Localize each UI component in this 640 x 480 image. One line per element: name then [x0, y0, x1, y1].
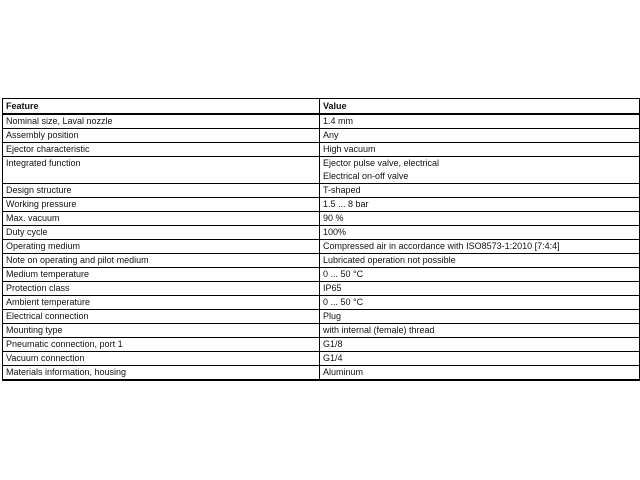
table-row — [3, 212, 640, 226]
value-line: Compressed air in accordance with ISO8573-1:2010 [7:4:4] — [323, 241, 560, 251]
table-row — [3, 240, 640, 254]
table-row — [3, 282, 640, 296]
value-line: 1.4 mm — [323, 116, 354, 126]
table-row — [3, 157, 640, 184]
value-cell — [320, 143, 640, 157]
feature-cell: Electrical connection — [3, 310, 320, 324]
value-cell — [320, 352, 640, 366]
feature-cell: Note on operating and pilot medium — [3, 254, 320, 268]
value-cell — [320, 282, 640, 296]
column-header-feature: Feature — [3, 99, 320, 115]
value-line: Electrical on-off valve — [323, 171, 409, 181]
table-row — [3, 324, 640, 338]
value-cell — [320, 212, 640, 226]
feature-cell: Operating medium — [3, 240, 320, 254]
table-row — [3, 338, 640, 352]
feature-cell: Vacuum connection — [3, 352, 320, 366]
value-cell — [320, 310, 640, 324]
value-cell — [320, 184, 640, 198]
table-row — [3, 226, 640, 240]
table-row — [3, 143, 640, 157]
value-cell — [320, 129, 640, 143]
feature-cell: Ambient temperature — [3, 296, 320, 310]
value-line: 0 ... 50 °C — [323, 297, 364, 307]
value-line: G1/8 — [323, 339, 343, 349]
value-line: 90 % — [323, 213, 344, 223]
feature-cell: Assembly position — [3, 129, 320, 143]
value-line: 0 ... 50 °C — [323, 269, 364, 279]
value-cell — [320, 226, 640, 240]
feature-cell: Ejector characteristic — [3, 143, 320, 157]
value-cell — [320, 366, 640, 381]
value-line: 1.5 ... 8 bar — [323, 199, 369, 209]
table-row — [3, 198, 640, 212]
table-row — [3, 296, 640, 310]
value-line: Ejector pulse valve, electrical — [323, 158, 440, 168]
table-row — [3, 184, 640, 198]
value-line: G1/4 — [323, 353, 343, 363]
value-cell — [320, 268, 640, 282]
value-line: Lubricated operation not possible — [323, 255, 456, 265]
spec-table — [2, 98, 640, 381]
feature-cell: Mounting type — [3, 324, 320, 338]
value-cell — [320, 338, 640, 352]
value-cell — [320, 296, 640, 310]
value-cell — [320, 198, 640, 212]
value-line: T-shaped — [323, 185, 361, 195]
table-row — [3, 352, 640, 366]
table-row — [3, 310, 640, 324]
value-cell — [320, 114, 640, 129]
feature-cell: Nominal size, Laval nozzle — [3, 114, 320, 129]
value-line: with internal (female) thread — [323, 325, 435, 335]
value-cell — [320, 157, 640, 184]
table-row — [3, 129, 640, 143]
value-line: IP65 — [323, 283, 342, 293]
table-header-row — [3, 99, 640, 115]
feature-cell: Max. vacuum — [3, 212, 320, 226]
value-cell — [320, 254, 640, 268]
column-header-value: Value — [320, 99, 640, 115]
value-line: High vacuum — [323, 144, 376, 154]
table-row — [3, 114, 640, 129]
feature-cell: Pneumatic connection, port 1 — [3, 338, 320, 352]
table-row — [3, 268, 640, 282]
feature-cell: Materials information, housing — [3, 366, 320, 381]
table-body — [3, 114, 640, 380]
feature-cell: Protection class — [3, 282, 320, 296]
value-cell — [320, 240, 640, 254]
feature-cell: Duty cycle — [3, 226, 320, 240]
value-line: 100% — [323, 227, 347, 237]
feature-cell: Medium temperature — [3, 268, 320, 282]
value-line: Plug — [323, 311, 342, 321]
feature-cell: Working pressure — [3, 198, 320, 212]
table-row — [3, 366, 640, 381]
value-line: Aluminum — [323, 367, 364, 377]
table-row — [3, 254, 640, 268]
value-line: Any — [323, 130, 339, 140]
value-cell — [320, 324, 640, 338]
feature-cell: Integrated function — [3, 157, 320, 184]
feature-cell: Design structure — [3, 184, 320, 198]
